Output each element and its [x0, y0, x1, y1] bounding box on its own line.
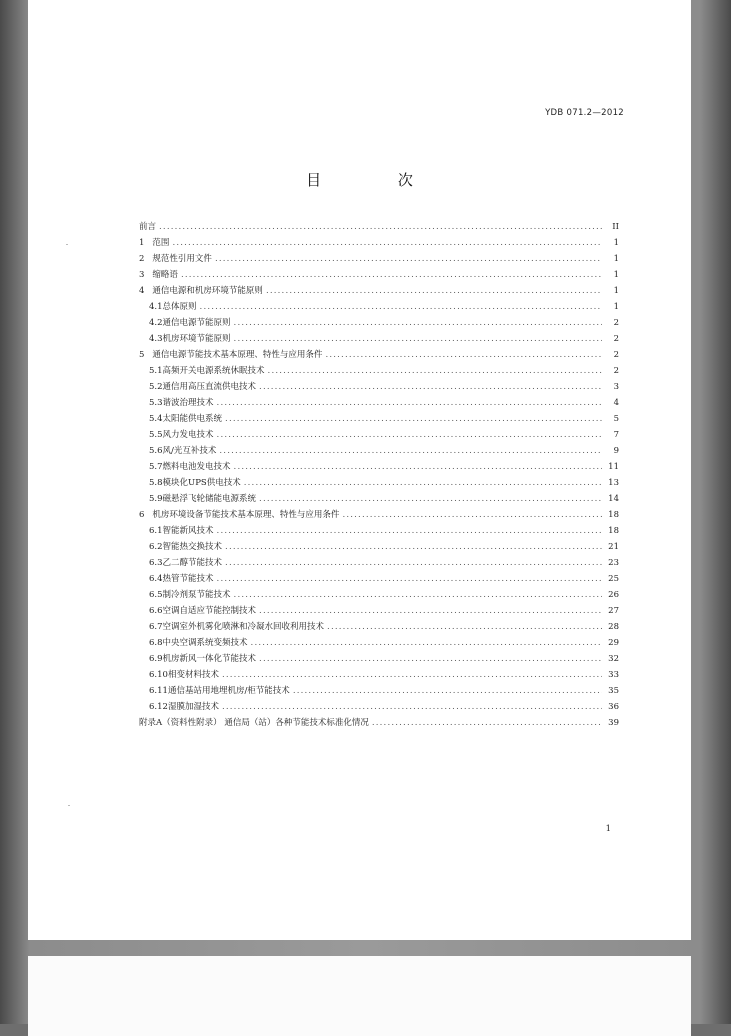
toc-entry[interactable]: [139, 411, 619, 427]
dot-leader: [293, 683, 602, 699]
toc-entry-number: 6.6: [149, 606, 163, 616]
dot-leader: [259, 491, 602, 507]
toc-entry-page: 1: [613, 286, 619, 296]
toc-entry-label: 燃料电池发电技术: [162, 462, 231, 472]
toc-entry-label: 规范性引用文件: [152, 254, 212, 264]
toc-entry-number: 5.6: [149, 446, 163, 456]
dot-leader: [268, 363, 602, 379]
toc-entry-page: 18: [608, 526, 619, 536]
toc-entry[interactable]: [139, 427, 619, 443]
toc-entry-label: 附录A（资料性附录） 通信局（站）各种节能技术标准化情况: [139, 718, 369, 728]
toc-entry[interactable]: [139, 331, 619, 347]
toc-entry-label: 智能热交换技术: [162, 542, 223, 552]
toc-entry-label: 范围: [152, 238, 170, 248]
toc-entry-label: 风/光互补技术: [162, 446, 217, 456]
toc-entry[interactable]: [139, 603, 619, 619]
dot-leader: [222, 699, 602, 715]
toc-entry-page: 1: [613, 254, 619, 264]
toc-entry[interactable]: [139, 635, 619, 651]
next-page-preview: [28, 956, 691, 1036]
dot-leader: [159, 219, 602, 235]
toc-entry-number: 5: [139, 350, 145, 360]
toc-entry[interactable]: [139, 395, 619, 411]
toc-entry-number: 5.8: [149, 478, 163, 488]
dot-leader: [222, 667, 602, 683]
toc-entry-page: 33: [608, 670, 619, 680]
toc-entry-page: 11: [608, 462, 619, 472]
toc-entry-page: 23: [608, 558, 619, 568]
toc-entry-label: 制冷剂泵节能技术: [162, 590, 231, 600]
toc-entry-number: 4.3: [149, 334, 163, 344]
toc-entry-number: 6.3: [149, 558, 163, 568]
dot-leader: [259, 379, 602, 395]
scan-speck: [68, 805, 70, 806]
toc-entry-number: 6.11: [149, 686, 168, 696]
toc-entry[interactable]: [139, 555, 619, 571]
toc-entry-page: 3: [613, 382, 619, 392]
toc-entry-page: 7: [613, 430, 619, 440]
toc-entry-page: 5: [613, 414, 619, 424]
toc-entry-number: 6.7: [149, 622, 163, 632]
toc-entry-label: 相变材料技术: [167, 670, 219, 680]
toc-entry-page: 13: [608, 478, 619, 488]
dot-leader: [234, 459, 602, 475]
toc-entry-label: 乙二醇节能技术: [162, 558, 223, 568]
dot-leader: [234, 587, 602, 603]
toc-entry-label: 机房环境节能原则: [162, 334, 231, 344]
toc-entry[interactable]: [139, 459, 619, 475]
toc-entry[interactable]: [139, 251, 619, 267]
toc-entry-label: 通信电源节能技术基本原理、特性与应用条件: [152, 350, 323, 360]
toc-entry-number: 4.1: [149, 302, 163, 312]
toc-entry[interactable]: [139, 571, 619, 587]
dot-leader: [259, 651, 602, 667]
toc-entry[interactable]: [139, 475, 619, 491]
toc-entry-label: 谐波治理技术: [162, 398, 214, 408]
toc-entry-number: 6.10: [149, 670, 168, 680]
toc-entry[interactable]: [139, 491, 619, 507]
toc-entry-label: 热管节能技术: [162, 574, 214, 584]
toc-entry-label: 中央空调系统变频技术: [162, 638, 248, 648]
dot-leader: [266, 283, 602, 299]
toc-entry-label: 湿膜加湿技术: [167, 702, 219, 712]
toc-entry-label: 通信电源节能原则: [162, 318, 231, 328]
toc-entry-label: 风力发电技术: [162, 430, 214, 440]
toc-entry-number: 3: [139, 270, 145, 280]
toc-entry[interactable]: [139, 507, 619, 523]
dot-leader: [225, 411, 602, 427]
toc-entry-number: 6.9: [149, 654, 163, 664]
toc-entry-number: 6.1: [149, 526, 163, 536]
toc-entry-label: 空调室外机雾化喷淋和冷凝水回收利用技术: [162, 622, 325, 632]
toc-entry-page: 39: [608, 718, 619, 728]
toc-entry[interactable]: [139, 299, 619, 315]
toc-entry[interactable]: [139, 347, 619, 363]
toc-entry-number: 1: [139, 238, 145, 248]
toc-entry-label: 通信电源和机房环境节能原则: [152, 286, 263, 296]
toc-entry[interactable]: [139, 619, 619, 635]
toc-entry-page: 21: [608, 542, 619, 552]
page-number: 1: [605, 824, 611, 834]
toc-entry[interactable]: [139, 235, 619, 251]
toc-entry-page: 4: [613, 398, 619, 408]
table-of-contents: [139, 219, 619, 731]
toc-entry-page: 2: [613, 350, 619, 360]
toc-entry-page: 25: [608, 574, 619, 584]
document-page: [28, 0, 691, 940]
toc-entry-number: 5.1: [149, 366, 163, 376]
toc-entry-page: 28: [608, 622, 619, 632]
toc-entry-number: 6.4: [149, 574, 163, 584]
toc-entry-label: 太阳能供电系统: [162, 414, 223, 424]
toc-entry-page: 1: [613, 302, 619, 312]
dot-leader: [244, 475, 602, 491]
toc-entry[interactable]: [139, 267, 619, 283]
toc-entry[interactable]: [139, 443, 619, 459]
toc-entry[interactable]: [139, 715, 619, 731]
toc-entry-label: 前言: [139, 222, 157, 232]
toc-entry[interactable]: [139, 283, 619, 299]
toc-entry[interactable]: [139, 219, 619, 235]
dot-leader: [219, 443, 602, 459]
toc-entry-label: 磁悬浮飞轮储能电源系统: [162, 494, 257, 504]
toc-entry-page: 35: [608, 686, 619, 696]
toc-entry-page: 9: [613, 446, 619, 456]
toc-entry-label: 模块化UPS供电技术: [162, 478, 241, 488]
toc-entry-page: 29: [608, 638, 619, 648]
dot-leader: [225, 555, 602, 571]
toc-entry[interactable]: [139, 651, 619, 667]
dot-leader: [217, 571, 602, 587]
dot-leader: [225, 539, 602, 555]
toc-entry-number: 4: [139, 286, 145, 296]
toc-entry-label: 空调自适应节能控制技术: [162, 606, 257, 616]
dot-leader: [200, 299, 602, 315]
dot-leader: [251, 635, 602, 651]
toc-entry-label: 通信用高压直流供电技术: [162, 382, 257, 392]
dot-leader: [217, 427, 602, 443]
toc-entry[interactable]: [139, 667, 619, 683]
dot-leader: [172, 235, 602, 251]
toc-entry-label: 总体原则: [162, 302, 197, 312]
toc-entry-number: 6.12: [149, 702, 168, 712]
toc-entry-number: 5.9: [149, 494, 163, 504]
toc-entry[interactable]: [139, 379, 619, 395]
toc-entry-page: 36: [608, 702, 619, 712]
toc-entry-page: 1: [613, 238, 619, 248]
toc-entry[interactable]: [139, 523, 619, 539]
toc-entry-page: 2: [613, 334, 619, 344]
toc-entry-number: 5.2: [149, 382, 163, 392]
dot-leader: [342, 507, 602, 523]
toc-entry-number: 4.2: [149, 318, 163, 328]
toc-entry-number: 5.5: [149, 430, 163, 440]
toc-entry-label: 机房环境设备节能技术基本原理、特性与应用条件: [152, 510, 340, 520]
toc-entry-page: 18: [608, 510, 619, 520]
toc-entry-number: 2: [139, 254, 145, 264]
dot-leader: [181, 267, 602, 283]
toc-entry-number: 6: [139, 510, 145, 520]
toc-entry-label: 通信基站用地埋机房/柜节能技术: [167, 686, 290, 696]
dot-leader: [215, 251, 602, 267]
toc-entry[interactable]: [139, 587, 619, 603]
toc-entry[interactable]: [139, 315, 619, 331]
toc-entry-page: 32: [608, 654, 619, 664]
toc-entry-number: 5.3: [149, 398, 163, 408]
toc-entry-number: 6.8: [149, 638, 163, 648]
toc-entry-page: 2: [613, 318, 619, 328]
toc-entry-page: 1: [613, 270, 619, 280]
toc-entry-label: 缩略语: [152, 270, 178, 280]
dot-leader: [234, 315, 602, 331]
toc-entry-number: 5.4: [149, 414, 163, 424]
toc-entry[interactable]: [139, 683, 619, 699]
dot-leader: [372, 715, 602, 731]
toc-entry-page: II: [612, 222, 619, 232]
toc-entry-label: 高频开关电源系统休眠技术: [162, 366, 265, 376]
toc-entry-number: 6.5: [149, 590, 163, 600]
scan-speck: [66, 244, 68, 245]
toc-title: 目 次: [306, 171, 449, 189]
dot-leader: [217, 395, 602, 411]
dot-leader: [327, 619, 602, 635]
dot-leader: [325, 347, 602, 363]
toc-entry-number: 6.2: [149, 542, 163, 552]
toc-entry-page: 14: [608, 494, 619, 504]
toc-entry[interactable]: [139, 363, 619, 379]
dot-leader: [234, 331, 602, 347]
toc-entry-page: 26: [608, 590, 619, 600]
toc-entry-number: 5.7: [149, 462, 163, 472]
toc-entry-label: 机房新风一体化节能技术: [162, 654, 257, 664]
toc-entry[interactable]: [139, 699, 619, 715]
standard-code: YDB 071.2—2012: [545, 108, 624, 118]
toc-entry-page: 2: [613, 366, 619, 376]
toc-entry-label: 智能新风技术: [162, 526, 214, 536]
toc-entry-page: 27: [608, 606, 619, 616]
toc-entry[interactable]: [139, 539, 619, 555]
dot-leader: [217, 523, 602, 539]
dot-leader: [259, 603, 602, 619]
